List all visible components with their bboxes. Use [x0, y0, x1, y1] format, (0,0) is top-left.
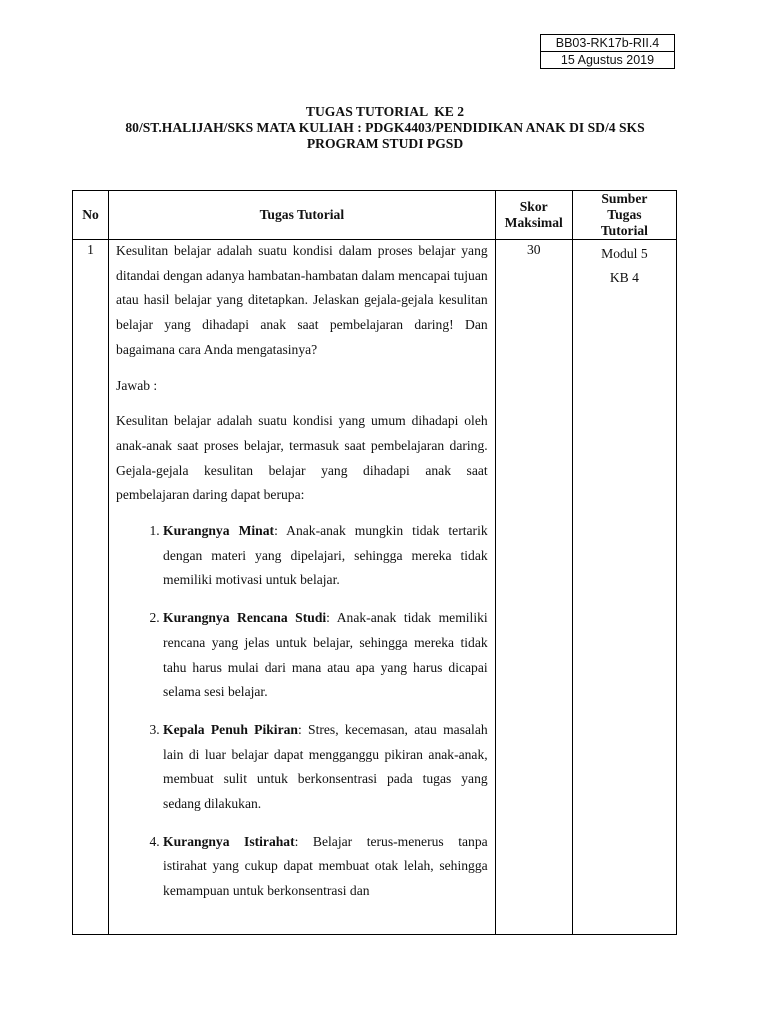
title-line-2: 80/ST.HALIJAH/SKS MATA KULIAH : PDGK4403/PENDIDIKAN ANAK DI SD/4 SKS — [125, 120, 645, 135]
table-header-row — [73, 191, 677, 240]
answer-intro: Kesulitan belajar adalah suatu kondisi yang umum dihadapi oleh anak-anak saat proses belajar, termasuk saat pembelajaran daring. Gejala-gejala kesulitan belajar yang dihadapi anak saat pembelajaran daring dapat berupa: — [116, 413, 488, 503]
list-item: 4. Kurangnya Istirahat: Belajar terus-menerus tanpa istirahat yang cukup dapat membuat otak lelah, sehingga kemampuan untuk berkonsentrasi dan — [163, 830, 488, 904]
document-date: 15 Agustus 2019 — [541, 52, 675, 69]
table-row — [73, 240, 677, 935]
task-cell — [109, 240, 496, 935]
title-line-1: TUGAS TUTORIAL KE 2 — [305, 104, 465, 119]
list-item: 1. Kurangnya Minat: Anak-anak mungkin tidak tertarik dengan materi yang dipelajari, sehingga mereka tidak memiliki motivasi untuk belajar. — [163, 519, 488, 593]
header-score: Skor Maksimal — [495, 191, 572, 240]
answer-label: Jawab : — [116, 377, 158, 393]
symptom-list — [116, 519, 488, 904]
max-score: 30 — [495, 240, 572, 935]
header-task: Tugas Tutorial — [109, 191, 496, 240]
list-item: 3. Kepala Penuh Pikiran: Stres, kecemasan, atau masalah lain di luar belajar dapat mengganggu pikiran anak-anak, membuat sulit untuk berkonsentrasi pada tugas yang sedang dilakukan. — [163, 718, 488, 817]
title-line-3: PROGRAM STUDI PGSD — [306, 136, 464, 151]
header-no: No — [73, 191, 109, 240]
question-text: Kesulitan belajar adalah suatu kondisi dalam proses belajar yang ditandai dengan adanya hambatan-hambatan dalam mencapai tujuan atau hasil belajar yang ditetapkan. Jelaskan gejala-gejala kesulitan belajar yang dihadapi anak saat pembelajaran daring! Dan bagaimana cara Anda mengatasinya? — [116, 243, 488, 357]
list-item: 2. Kurangnya Rencana Studi: Anak-anak tidak memiliki rencana yang jelas untuk belajar, sehingga mereka tidak tahu harus mulai dari mana atau apa yang harus dicapai selama sesi belajar. — [163, 606, 488, 705]
page-title — [40, 104, 730, 152]
row-number: 1 — [73, 240, 109, 935]
source-kb: KB 4 — [609, 270, 639, 285]
document-code: BB03-RK17b-RII.4 — [541, 35, 675, 52]
header-source: Sumber Tugas Tutorial — [572, 191, 676, 240]
source-module: Modul 5 — [601, 246, 648, 261]
document-code-box — [540, 34, 675, 69]
source-cell — [572, 240, 676, 935]
tutorial-table — [72, 190, 677, 935]
